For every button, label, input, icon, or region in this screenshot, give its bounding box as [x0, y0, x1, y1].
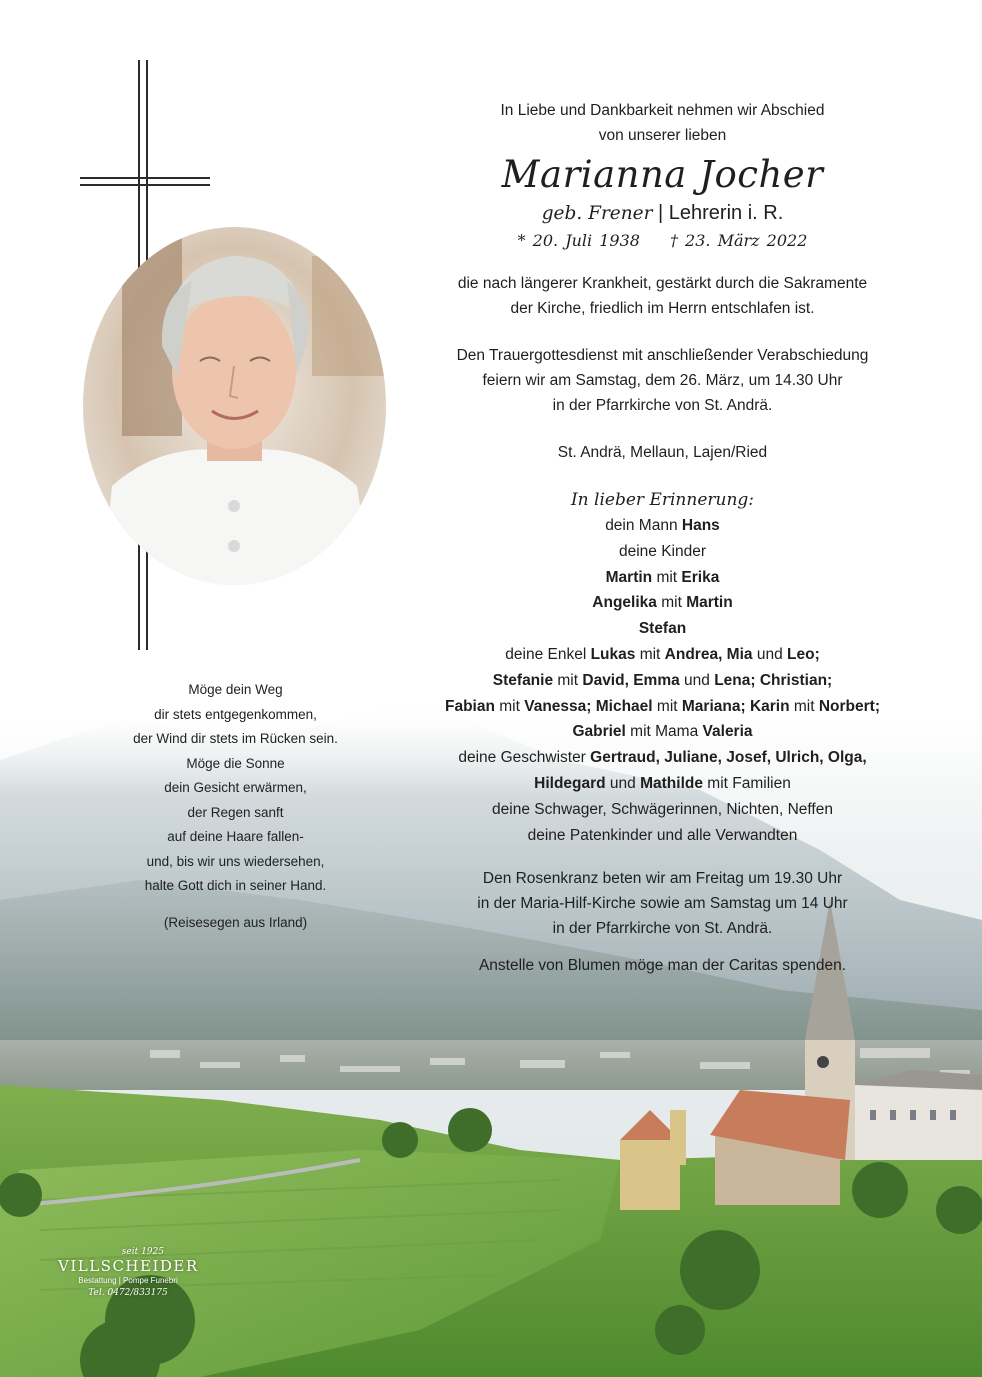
death-date: † 23. März 2022 — [669, 231, 808, 250]
blessing-poem — [118, 678, 353, 935]
life-dates — [395, 229, 930, 253]
separator: | — [658, 202, 664, 224]
maiden-occupation-line — [395, 198, 930, 229]
blessing-line: halte Gott dich in seiner Hand. — [144, 878, 327, 893]
service-line: Den Trauergottesdienst mit anschließender Verabschiedung — [456, 347, 869, 364]
blessing-line: Möge dein Weg — [188, 682, 283, 697]
deceased-name: Marianna Jocher — [501, 153, 824, 196]
family-line: Gabriel mit Mama Valeria — [572, 723, 753, 741]
logo-phone: Tel. 0472/833175 — [88, 1288, 168, 1298]
family-line: Stefan — [638, 620, 687, 638]
maiden-name: geb. Frener — [541, 203, 653, 224]
family-line: deine Patenkinder und alle Verwandten — [527, 826, 798, 844]
family-line: Martin mit Erika — [605, 568, 720, 586]
memory-title: In lieber Erinnerung: — [570, 490, 755, 510]
family-line: Hildegard und Mathilde mit Familien — [534, 774, 791, 792]
blessing-source: (Reisesegen aus Irland) — [163, 914, 308, 930]
blessing-line: und, bis wir uns wiedersehen, — [146, 853, 325, 869]
death-notice-line: der Kirche, friedlich im Herrn entschlafen ist. — [510, 300, 815, 317]
family-line: Angelika mit Martin — [592, 594, 733, 612]
occupation: Lehrerin i. R. — [668, 202, 784, 224]
blessing-line: Möge die Sonne — [186, 755, 285, 771]
blessing-line: der Regen sanft — [187, 804, 284, 820]
family-line: Stefanie mit David, Emma und Lena; Christian; — [492, 671, 833, 689]
cross-horizontal-bottom — [80, 184, 210, 186]
family-line: dein Mann Hans — [605, 517, 720, 534]
obituary-text — [395, 98, 930, 978]
rosary-line: Den Rosenkranz beten wir am Freitag um 19.30 Uhr — [482, 870, 843, 888]
logo-subtitle: Bestattung | Pompe Funebri — [78, 1276, 178, 1285]
flowers-note: Anstelle von Blumen möge man der Caritas spenden. — [478, 957, 847, 975]
funeral-home-logo — [58, 1247, 198, 1300]
blessing-line: der Wind dir stets im Rücken sein. — [133, 731, 338, 746]
rosary-line: in der Pfarrkirche von St. Andrä. — [552, 920, 773, 938]
rosary-line: in der Maria-Hilf-Kirche sowie am Samstag um 14 Uhr — [477, 895, 848, 913]
family-line: Fabian mit Vanessa; Michael mit Mariana; Karin mit Norbert; — [445, 697, 880, 715]
blessing-line: auf deine Haare fallen- — [167, 829, 304, 844]
cross-horizontal-top — [80, 177, 210, 179]
deceased-portrait — [82, 226, 387, 586]
logo-brand: VILLSCHEIDER — [58, 1257, 199, 1275]
intro-line: von unserer lieben — [598, 127, 727, 144]
family-line: deine Enkel Lukas mit Andrea, Mia und Leo; — [505, 645, 820, 663]
family-line: deine Geschwister Gertraud, Juliane, Josef, Ulrich, Olga, — [458, 749, 867, 767]
intro-line: In Liebe und Dankbarkeit nehmen wir Abschied — [500, 102, 825, 119]
family-line: deine Kinder — [618, 542, 707, 560]
service-line: in der Pfarrkirche von St. Andrä. — [552, 397, 773, 414]
death-notice-line: die nach längerer Krankheit, gestärkt durch die Sakramente — [457, 275, 868, 292]
family-line: deine Schwager, Schwägerinnen, Nichten, Neffen — [492, 800, 833, 818]
service-line: feiern wir am Samstag, dem 26. März, um 14.30 Uhr — [482, 372, 843, 389]
blessing-line: dir stets entgegenkommen, — [154, 706, 317, 722]
blessing-line: dein Gesicht erwärmen, — [164, 780, 307, 795]
birth-date: * 20. Juli 1938 — [517, 231, 640, 250]
places-line: St. Andrä, Mellaun, Lajen/Ried — [557, 444, 768, 461]
logo-since: seit 1925 — [121, 1247, 164, 1257]
